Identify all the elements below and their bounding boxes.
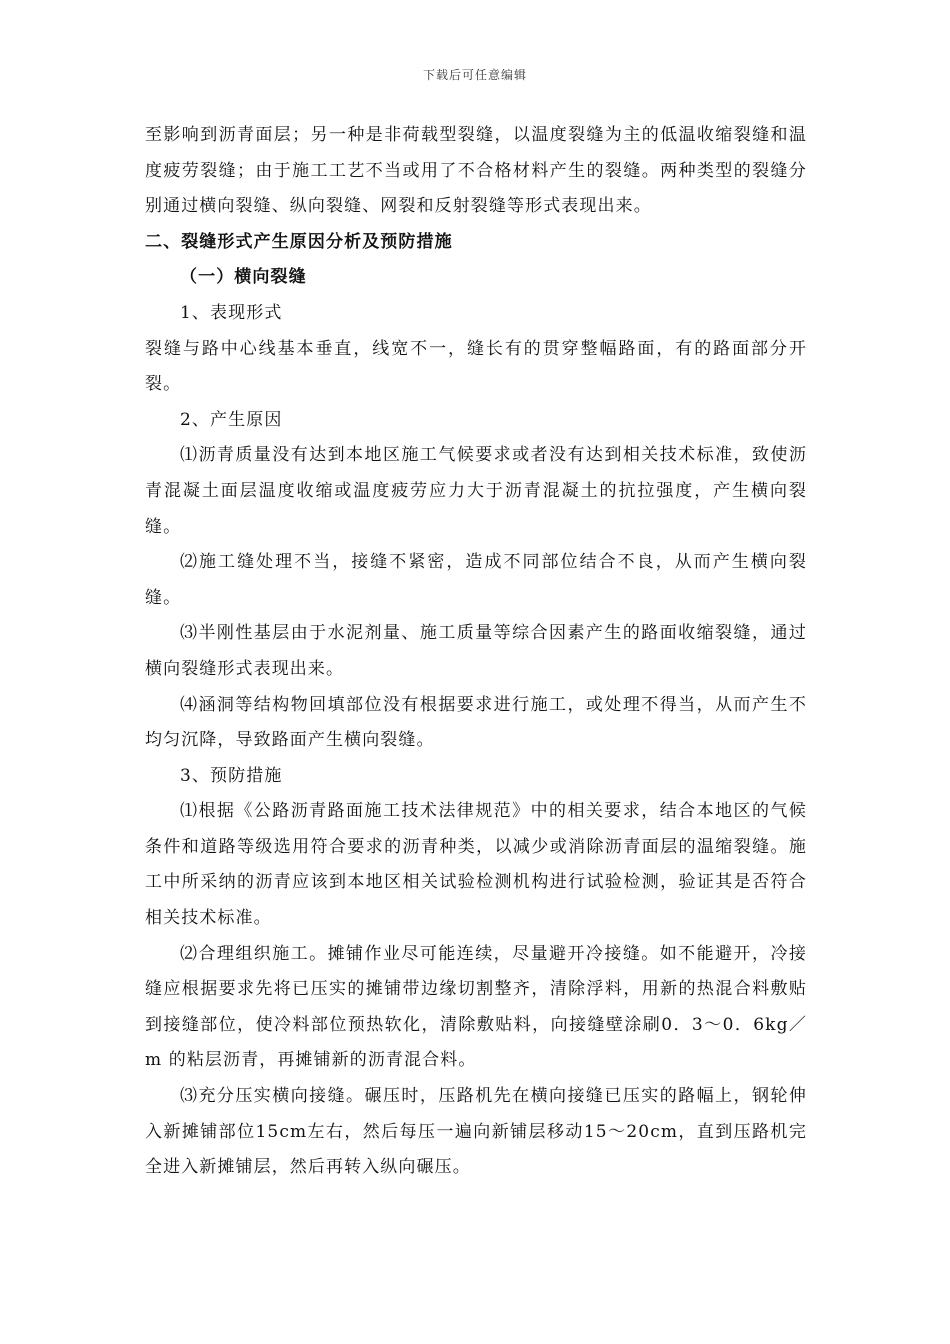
measure-paragraph: ⑵合理组织施工。摊铺作业尽可能连续，尽量避开冷接缝。如不能避开，冷接缝应根据要求先将已压实的摊铺带边缘切割整齐，清除浮料，用新的热混合料敷贴到接缝部位，使冷料部位预热软化，清除敷贴料，向接缝壁涂刷0．3～0．6kg／m 的粘层沥青，再摊铺新的沥青混合料。 bbox=[145, 943, 807, 1071]
section-heading: 二、裂缝形式产生原因分析及预防措施 bbox=[145, 231, 453, 252]
item-heading-causes: 2、产生原因 bbox=[180, 409, 283, 430]
document-body bbox=[145, 118, 807, 1186]
item-heading-form: 1、表现形式 bbox=[180, 302, 283, 323]
cause-paragraph: ⑵施工缝处理不当，接缝不紧密，造成不同部位结合不良，从而产生横向裂缝。 bbox=[145, 552, 807, 608]
measure-paragraph: ⑴根据《公路沥青路面施工技术法律规范》中的相关要求，结合本地区的气候条件和道路等级选用符合要求的沥青种类，以减少或消除沥青面层的温缩裂缝。施工中所采纳的沥青应该到本地区相关试验检测机构进行试验检测，验证其是否符合相关技术标准。 bbox=[145, 801, 807, 929]
header-note: 下载后可任意编辑 bbox=[422, 68, 527, 82]
cause-paragraph: ⑶半刚性基层由于水泥剂量、施工质量等综合因素产生的路面收缩裂缝，通过横向裂缝形式表现出来。 bbox=[145, 623, 807, 679]
measure-paragraph: ⑶充分压实横向接缝。碾压时，压路机先在横向接缝已压实的路幅上，钢轮伸入新摊铺部位15cm左右，然后每压一遍向新铺层移动15～20cm，直到压路机完全进入新摊铺层，然后再转入纵向碾压。 bbox=[145, 1086, 807, 1178]
subsection-heading: （一）横向裂缝 bbox=[180, 267, 307, 288]
cause-paragraph: ⑷涵洞等结构物回填部位没有根据要求进行施工，或处理不得当，从而产生不均匀沉降，导致路面产生横向裂缝。 bbox=[145, 694, 807, 751]
cause-paragraph: ⑴沥青质量没有达到本地区施工气候要求或者没有达到相关技术标准，致使沥青混凝土面层温度收缩或温度疲劳应力大于沥青混凝土的抗拉强度，产生横向裂缝。 bbox=[145, 445, 807, 537]
intro-paragraph: 至影响到沥青面层；另一种是非荷载型裂缝，以温度裂缝为主的低温收缩裂缝和温度疲劳裂缝；由于施工工艺不当或用了不合格材料产生的裂缝。两种类型的裂缝分别通过横向裂缝、纵向裂缝、网裂和反射裂缝等形式表现出来。 bbox=[145, 125, 807, 217]
form-description: 裂缝与路中心线基本垂直，线宽不一，缝长有的贯穿整幅路面，有的路面部分开裂。 bbox=[145, 338, 807, 395]
item-heading-measures: 3、预防措施 bbox=[180, 765, 283, 786]
